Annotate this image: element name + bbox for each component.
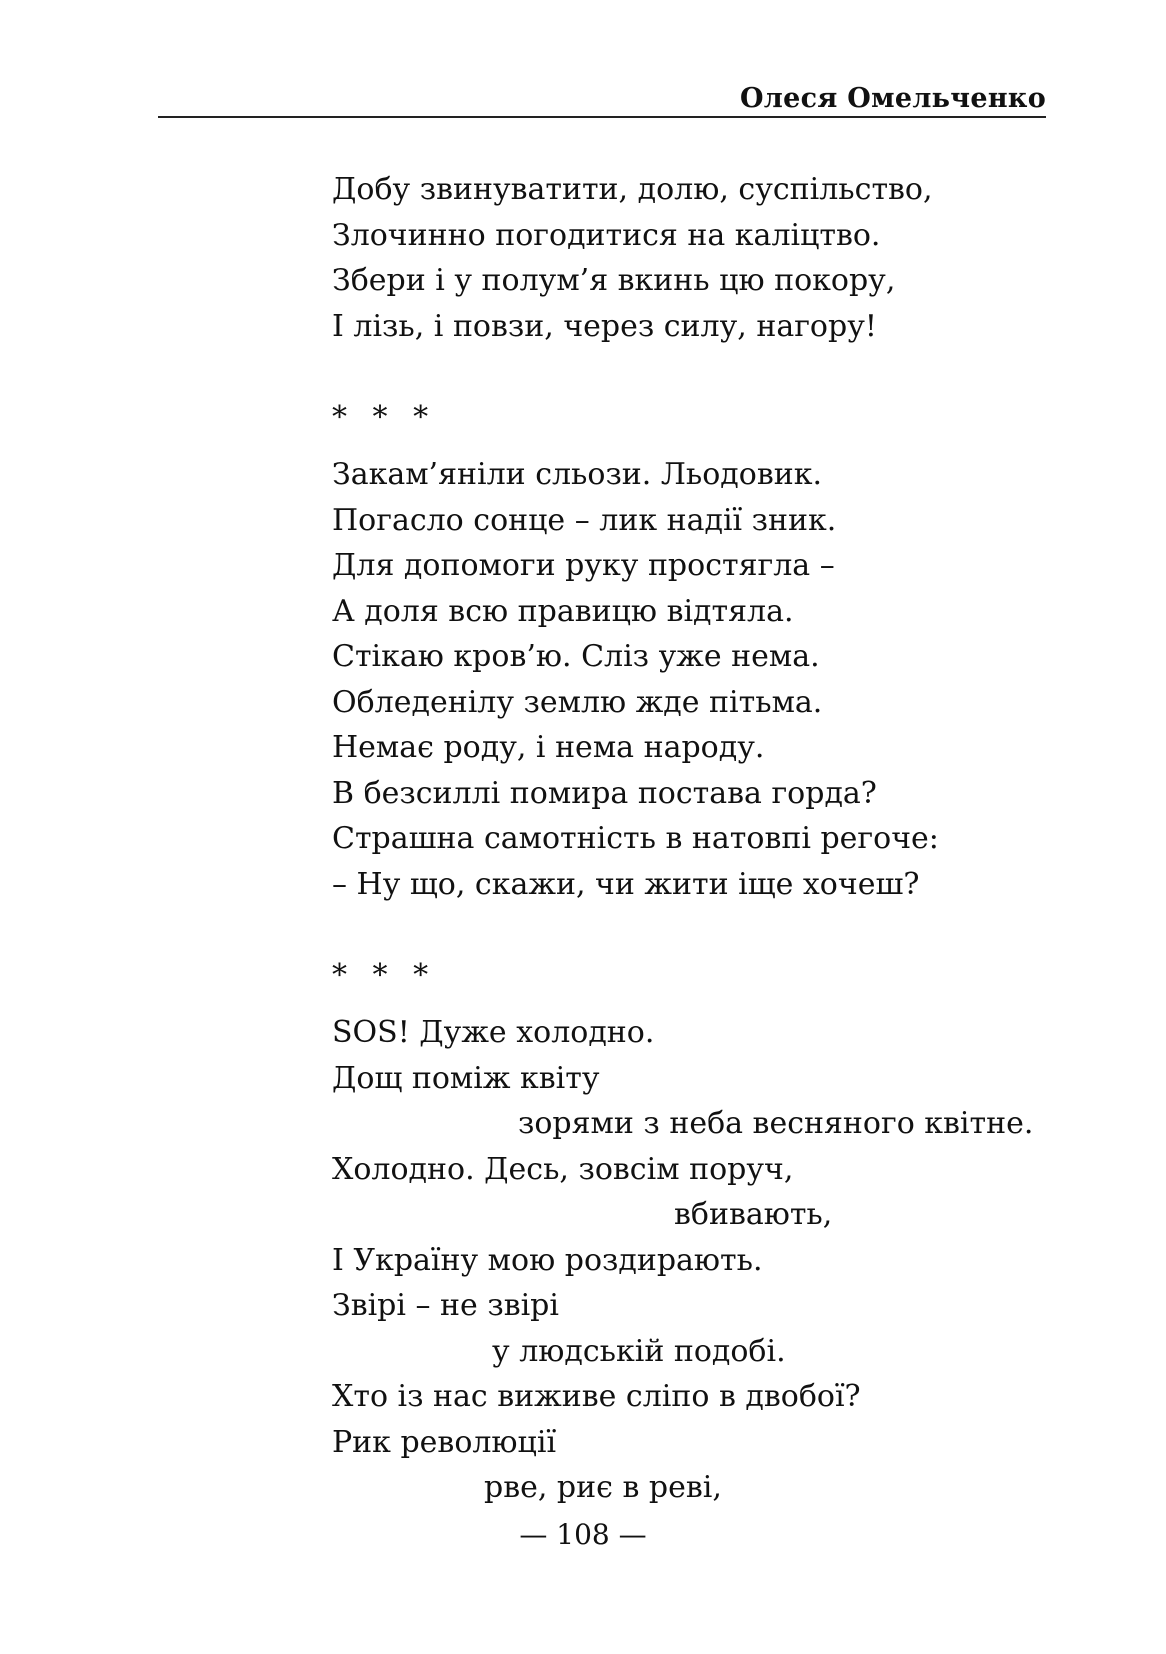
poem-line-indented: у людській подобі. <box>492 1333 786 1369</box>
poem-line: Добу звинуватити, долю, суспільство, <box>332 172 933 207</box>
poem-line-indented: вбивають, <box>674 1197 833 1232</box>
author-name: Олеся Омельченко <box>739 83 1046 114</box>
poem-separator: * * * <box>332 399 437 435</box>
poem-line: Злочинно погодитися на каліцтво. <box>332 217 881 253</box>
poem-line: Звірі – не звірі <box>332 1288 559 1323</box>
poem-three <box>332 1010 1052 1511</box>
stanza-gap <box>332 998 1052 1010</box>
page-body <box>332 167 1052 1511</box>
poem-line: Страшна самотність в натовпі регоче: <box>332 821 939 856</box>
stanza-gap <box>332 440 1052 452</box>
poem-line: Закам’яніли сльози. Льодовик. <box>332 457 823 492</box>
poem-line: – Ну що, скажи, чи жити іще хочеш? <box>332 866 920 902</box>
poem-line: Немає роду, і нема народу. <box>332 730 765 765</box>
poem-line: А доля всю правицю відтяла. <box>332 593 794 629</box>
running-header <box>158 82 1046 118</box>
poem-line: В безсиллі помира постава горда? <box>332 775 877 811</box>
page-number: — 108 — <box>519 1518 647 1551</box>
poem-line: І лізь, і повзи, через силу, нагору! <box>332 308 877 344</box>
poem-line: Хто із нас виживе сліпо в двобої? <box>332 1379 861 1414</box>
poem-line: Обледенілу землю жде пітьма. <box>332 684 823 720</box>
poem-line: Дощ поміж квіту <box>332 1060 600 1096</box>
poem-line: Збери і у полум’я вкинь цю покору, <box>332 263 896 298</box>
poem-separator: * * * <box>332 957 437 993</box>
poem-line-indented: рве, риє в реві, <box>484 1470 722 1505</box>
poem-line: Стікаю кров’ю. Сліз уже нема. <box>332 639 820 674</box>
poem-two <box>332 452 1052 907</box>
poem-line: SOS! Дуже холодно. <box>332 1015 655 1050</box>
poem-line: І Україну мою роздирають. <box>332 1242 763 1278</box>
poem-line: Рик революції <box>332 1424 557 1460</box>
poem-line-indented: зорями з неба весняного квітне. <box>518 1106 1034 1141</box>
stanza-gap <box>332 907 1052 953</box>
poem-ending <box>332 167 1052 349</box>
stanza-gap <box>332 349 1052 395</box>
poem-line: Погасло сонце – лик надії зник. <box>332 502 837 538</box>
poem-line: Холодно. Десь, зовсім поруч, <box>332 1151 794 1187</box>
poem-line: Для допомоги руку простягла – <box>332 548 835 583</box>
